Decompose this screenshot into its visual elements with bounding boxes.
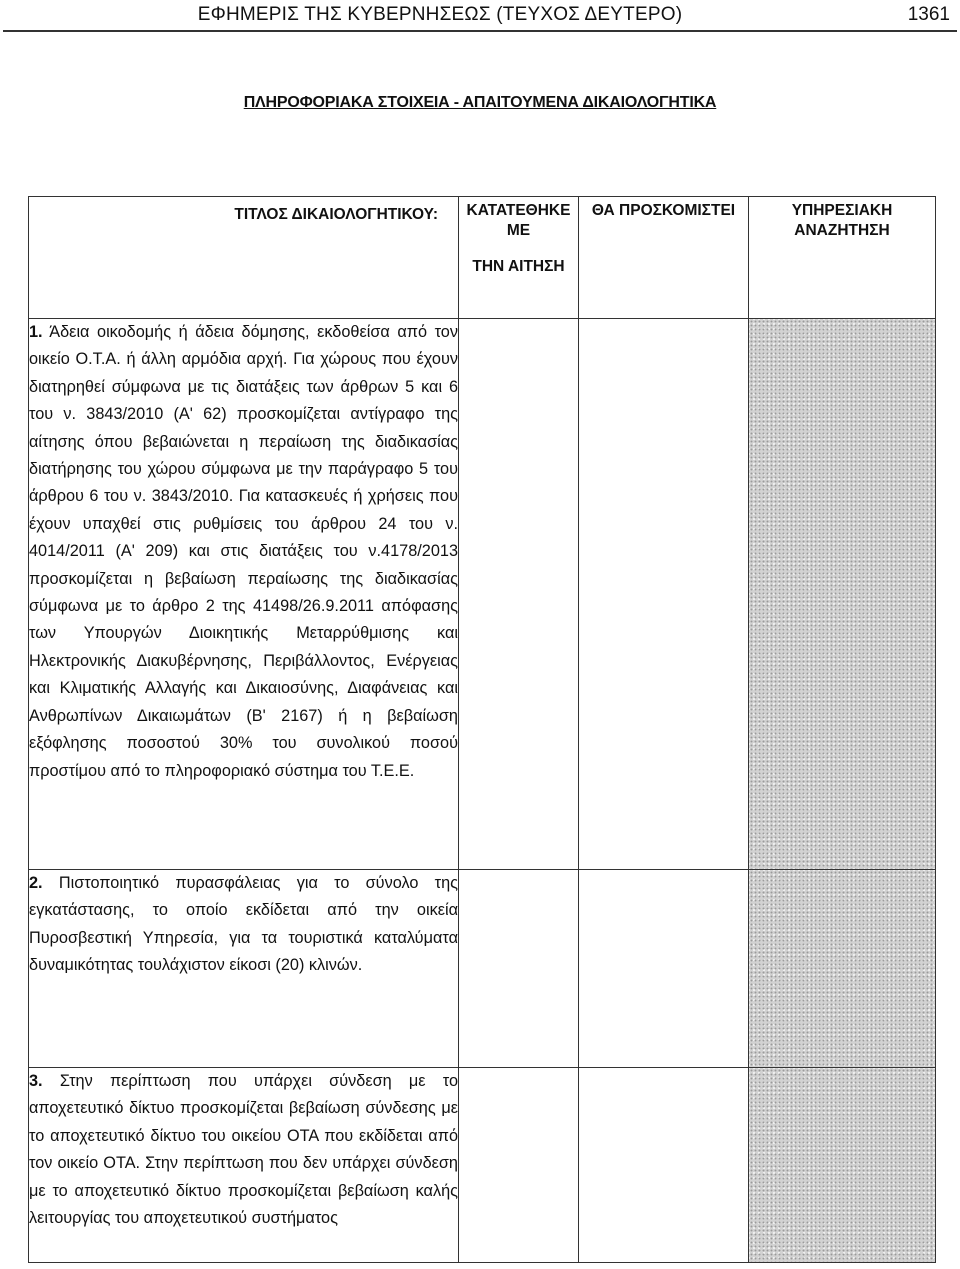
table-row: [29, 319, 936, 870]
page-header: [0, 0, 960, 32]
document-item-1: [29, 319, 459, 870]
section-title: ΠΛΗΡΟΦΟΡΙΑΚΑ ΣΤΟΙΧΕΙΑ - ΑΠΑΙΤΟΥΜΕΝΑ ΔΙΚΑΙΟΛΟΓΗΤΙΚΑ: [243, 94, 717, 111]
column-header-to-bring: [579, 197, 749, 319]
document-item-3: [29, 1068, 459, 1263]
search-cell-shaded: [749, 870, 936, 1068]
filed-cell: [459, 319, 579, 870]
to-bring-cell: [579, 1068, 749, 1263]
column-header-title: [29, 197, 459, 319]
item-description: Άδεια οικοδομής ή άδεια δόμησης, εκδοθείσα από τον οικείο Ο.Τ.Α. ή άλλη αρμόδια αρχή. Για χώρους που έχουν διατηρηθεί σύμφωνα με τις διατάξεις των άρθρων 5 και 6 του ν. 3843/2010 (Α' 62) προσκομίζεται αντίγραφο της αίτησης όπου βεβαιώνεται η περαίωση της διαδικασίας διατήρησης του χώρου σύμφωνα με την παράγραφο 5 του άρθρου 6 του ν. 3843/2010. Για κατασκευές ή χρήσεις που έχουν υπαχθεί στις ρυθμίσεις του άρθρου 24 του ν. 4014/2011 (Α' 209) και στις διατάξεις του ν.4178/2013 προσκομίζεται η βεβαίωση περαίωσης της διαδικασίας σύμφωνα με το άρθρο 2 της 41498/26.9.2011 απόφασης των Υπουργών Διοικητικής Μεταρρύθμισης και Ηλεκτρονικής Διακυβέρνησης, Περιβάλλοντος, Ενέργειας και Κλιματικής Αλλαγής και Δικαιοσύνης, Διαφάνειας και Ανθρωπίνων Δικαιωμάτων (Β' 2167) ή η βεβαίωση εξόφλησης ποσοστού 30% του συνολικού ποσού προστίμου από το πληροφοριακό σύστημα του Τ.Ε.Ε.: [29, 323, 459, 780]
item-number: 3.: [29, 1072, 43, 1090]
column-header-search: [749, 197, 936, 319]
search-cell-shaded: [749, 1068, 936, 1263]
table-row: [29, 870, 936, 1068]
table-header-row: [29, 197, 936, 319]
filed-cell: [459, 1068, 579, 1263]
column-header-to-bring-label: ΘΑ ΠΡΟΣΚΟΜΙΣΤΕΙ: [591, 202, 736, 219]
table-row: [29, 1068, 936, 1263]
item-number: 1.: [29, 323, 43, 341]
search-cell-shaded: [749, 319, 936, 870]
item-description: Στην περίπτωση που υπάρχει σύνδεση με το αποχετευτικό δίκτυο προσκομίζεται βεβαίωση σύνδεσης με το αποχετευτικό δίκτυο του οικείου ΟΤΑ που εκδίδεται από τον οικείο ΟΤΑ. Στην περίπτωση που δεν υπάρχει σύνδεση με το αποχετευτικό δίκτυο προσκομίζεται βεβαίωση καλής λειτουργίας του αποχετευτικού συστήματος: [29, 1072, 458, 1228]
column-header-filed-line2: ΤΗΝ ΑΙΤΗΣΗ: [472, 258, 565, 275]
document-item-2: [29, 870, 459, 1068]
page-number: 1361: [907, 4, 950, 25]
item-number: 2.: [29, 874, 43, 892]
filed-cell: [459, 870, 579, 1068]
to-bring-cell: [579, 319, 749, 870]
documents-table: [28, 196, 936, 1263]
to-bring-cell: [579, 870, 749, 1068]
header-divider: [3, 30, 957, 32]
gazette-title: ΕΦΗΜΕΡΙΣ ΤΗΣ ΚΥΒΕΡΝΗΣΕΩΣ (ΤΕΥΧΟΣ ΔΕΥΤΕΡΟ): [197, 4, 683, 25]
column-header-filed-line1: ΚΑΤΑΤΕΘΗΚΕ ΜΕ: [466, 202, 571, 239]
column-header-search-label: ΥΠΗΡΕΣΙΑΚΗ ΑΝΑΖΗΤΗΣΗ: [791, 202, 893, 239]
item-description: Πιστοποιητικό πυρασφάλειας για το σύνολο της εγκατάστασης, το οποίο εκδίδεται από την οικεία Πυροσβεστική Υπηρεσία, για τα τουριστικά καταλύματα δυναμικότητας τουλάχιστον είκοσι (20) κλινών.: [29, 874, 458, 975]
column-header-title-label: ΤΙΤΛΟΣ ΔΙΚΑΙΟΛΟΓΗΤΙΚΟΥ:: [234, 206, 438, 223]
column-header-filed: [459, 197, 579, 319]
